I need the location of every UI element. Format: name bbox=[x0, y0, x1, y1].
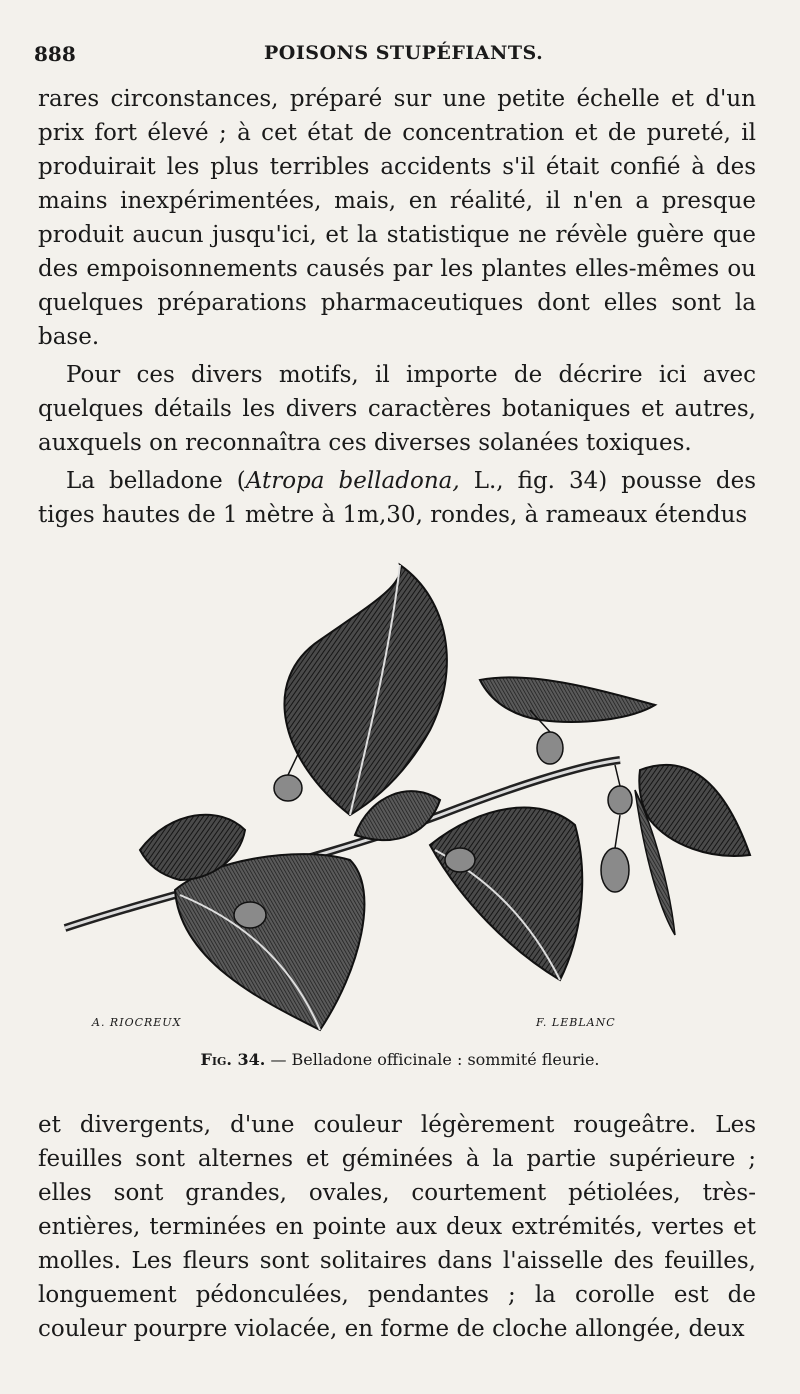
figure-caption bbox=[0, 1050, 800, 1069]
paragraph-belladone bbox=[38, 464, 756, 532]
engraver-signature: A. RIOCREUX bbox=[92, 1016, 182, 1029]
artist-signature: F. LEBLANC bbox=[536, 1016, 616, 1029]
body-text-top bbox=[38, 82, 756, 532]
paragraph-continuation: rares circonstances, préparé sur une petite échelle et d'un prix fort élevé ; à cet état de concentration et de pureté, il produirait les plus terribles accidents s'il était confié à des mains inexpérimentées, mais, en réalité, il n'en a presque produit aucun jusqu'ici, et la statistique ne révèle guère que des empoisonnements causés par les plantes elles-mêmes ou quelques préparations pharmaceutiques dont elles sont la base. bbox=[38, 86, 756, 350]
paragraph-belladone-rest: L., fig. 34) pousse des tiges hautes de 1 mètre à 1m,30, rondes, à rameaux étendus bbox=[38, 468, 757, 528]
running-head bbox=[34, 42, 754, 74]
body-text-bottom bbox=[38, 1108, 756, 1346]
running-title: POISONS STUPÉFIANTS. bbox=[264, 42, 544, 64]
belladonna-illustration bbox=[60, 560, 760, 1040]
paragraph-motifs: Pour ces divers motifs, il importe de décrire ici avec quelques détails les divers caractères botaniques et autres, auxquels on reconnaîtra ces diverses solanées toxiques. bbox=[38, 362, 756, 456]
paragraph-belladone-start: La belladone ( bbox=[66, 468, 246, 494]
figure-number: Fig. 34. bbox=[200, 1050, 266, 1069]
latin-name: Atropa belladona, bbox=[245, 468, 460, 494]
figure-caption-text: — Belladone officinale : sommité fleurie. bbox=[265, 1050, 600, 1069]
paragraph-description: et divergents, d'une couleur légèrement rougeâtre. Les feuilles sont alternes et géminées à la partie supérieure ; elles sont grandes, ovales, courtement pétiolées, très-entières, terminées en pointe aux deux extrémités, vertes et molles. Les fleurs sont solitaires dans l'aisselle des feuilles, longuement pédonculées, pendantes ; la corolle est de couleur pourpre violacée, en forme de cloche allongée, deux bbox=[38, 1112, 756, 1342]
page-number: 888 bbox=[34, 42, 76, 66]
